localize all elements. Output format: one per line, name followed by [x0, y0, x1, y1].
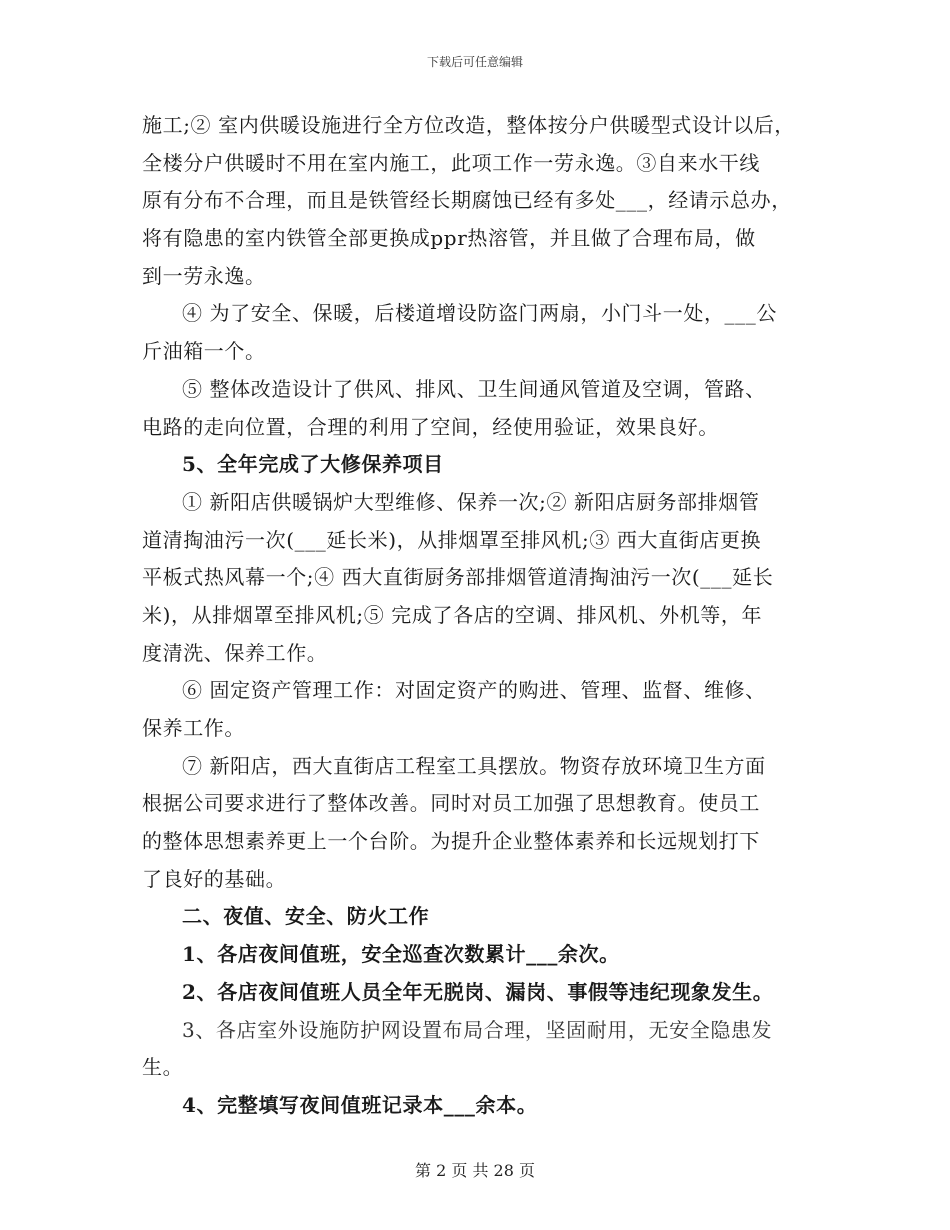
text-line: 生。 — [142, 1055, 184, 1080]
document-body — [142, 107, 822, 1125]
text-line: 施工;② 室内供暖设施进行全方位改造，整体按分户供暖型式设计以后， — [142, 113, 795, 137]
text-line: 2、各店夜间值班人员全年无脱岗、漏岗、事假等违纪现象发生。 — [182, 979, 774, 1004]
text-line: ⑤ 整体改造设计了供风、排风、卫生间通风管道及空调，管路、 — [182, 376, 766, 401]
text-line: 平板式热风幕一个;④ 西大直街厨务部排烟管道清掏油污一次(___延长 — [142, 565, 774, 590]
text-line: 了良好的基础。 — [142, 866, 287, 891]
text-line: 电路的走向位置，合理的利用了空间，经使用验证，效果良好。 — [142, 414, 719, 439]
text-line: ① 新阳店供暖锅炉大型维修、保养一次;② 新阳店厨务部排烟管 — [182, 489, 760, 514]
text-line: ⑦ 新阳店，西大直街店工程室工具摆放。物资存放环境卫生方面 — [182, 753, 766, 778]
page-number-footer: 第 2 页 共 28 页 — [415, 1161, 535, 1180]
text-line: 根据公司要求进行了整体改善。同时对员工加强了思想教育。使员工 — [142, 791, 760, 816]
text-line: 的整体思想素养更上一个台阶。为提升企业整体素养和长远规划打下 — [142, 829, 760, 854]
text-line: ④ 为了安全、保暖，后楼道增设防盗门两扇，小门斗一处，___公 — [182, 301, 777, 326]
text-line: 斤油箱一个。 — [142, 339, 266, 364]
text-line: 3、各店室外设施防护网设置布局合理，坚固耐用，无安全隐患发 — [182, 1017, 773, 1042]
section-heading: 5、全年完成了大修保养项目 — [182, 452, 444, 477]
text-line: 到一劳永逸。 — [142, 263, 266, 288]
text-line: 米)，从排烟罩至排风机;⑤ 完成了各店的空调、排风机、外机等，年 — [142, 602, 763, 627]
text-line: 4、完整填写夜间值班记录本___余本。 — [182, 1092, 538, 1117]
section-heading: 二、夜值、安全、防火工作 — [182, 904, 430, 929]
text-line: ⑥ 固定资产管理工作：对固定资产的购进、管理、监督、维修、 — [182, 678, 766, 703]
text-line: 保养工作。 — [142, 716, 245, 740]
text-line: 全楼分户供暖时不用在室内施工，此项工作一劳永逸。③自来水干线 — [142, 150, 760, 175]
text-line: 原有分布不合理，而且是铁管经长期腐蚀已经有多处___，经请示总办， — [142, 188, 792, 213]
text-line: 道清掏油污一次(___延长米)，从排烟罩至排风机;③ 西大直街店更换 — [142, 527, 762, 552]
text-line: 度清洗、保养工作。 — [142, 640, 328, 665]
page-header-note: 下载后可任意编辑 — [426, 55, 523, 69]
text-line: 1、各店夜间值班，安全巡查次数累计___余次。 — [182, 942, 620, 967]
text-line: 将有隐患的室内铁管全部更换成ppr热溶管，并且做了合理布局，做 — [142, 226, 756, 251]
